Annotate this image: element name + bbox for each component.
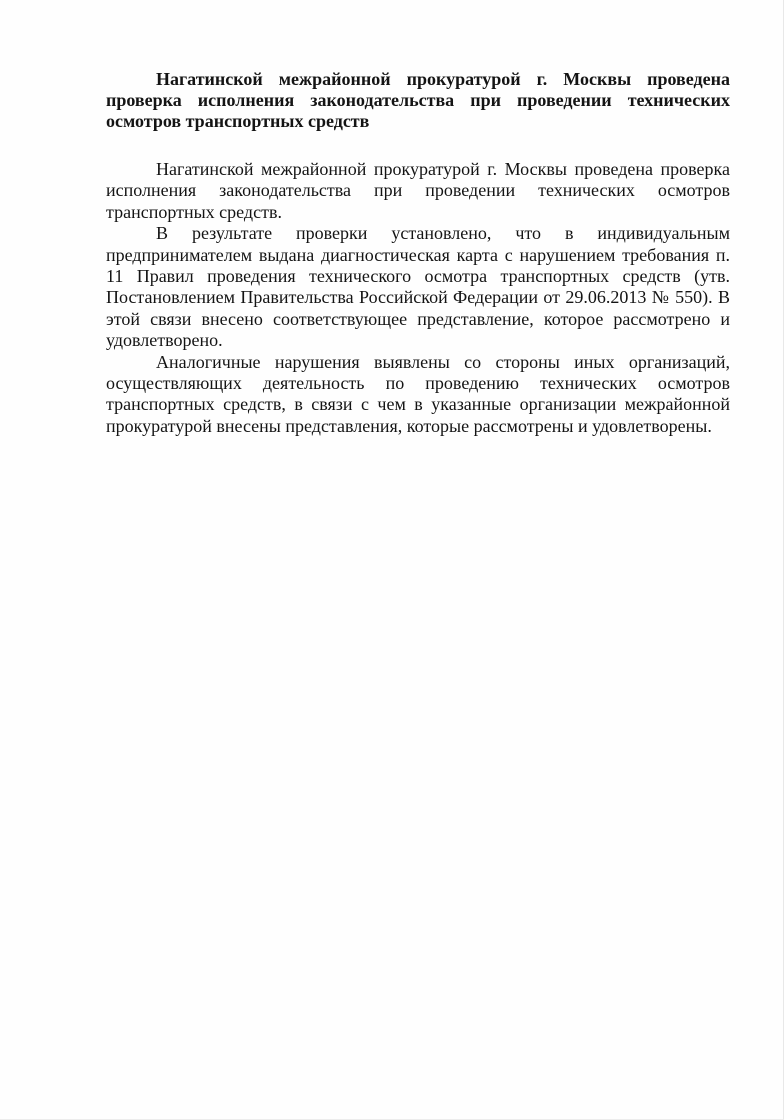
document-heading: Нагатинской межрайонной прокуратурой г. Москвы проведена проверка исполнения законодательства при проведении технических осмотров транспортных средств [106,69,730,131]
paragraph-2: В результате проверки установлено, что в индивидуальным предпринимателем выдана диагностическая карта с нарушением требования п. 11 Правил проведения технического осмотра транспортных средств (утв. Постановлением Правительства Российской Федерации от 29.06.2013 № 550). В этой связи внесено соответствующее представление, которое рассмотрено и удовлетворено. [106,223,730,351]
paragraph-1: Нагатинской межрайонной прокуратурой г. Москвы проведена проверка исполнения законодательства при проведении технических осмотров транспортных средств. [106,159,730,222]
document-content [106,69,730,437]
document-body [106,159,730,437]
paragraph-3: Аналогичные нарушения выявлены со стороны иных организаций, осуществляющих деятельность по проведению технических осмотров транспортных средств, в связи с чем в указанные организации межрайонной прокуратурой внесены представления, которые рассмотрены и удовлетворены. [106,351,730,436]
